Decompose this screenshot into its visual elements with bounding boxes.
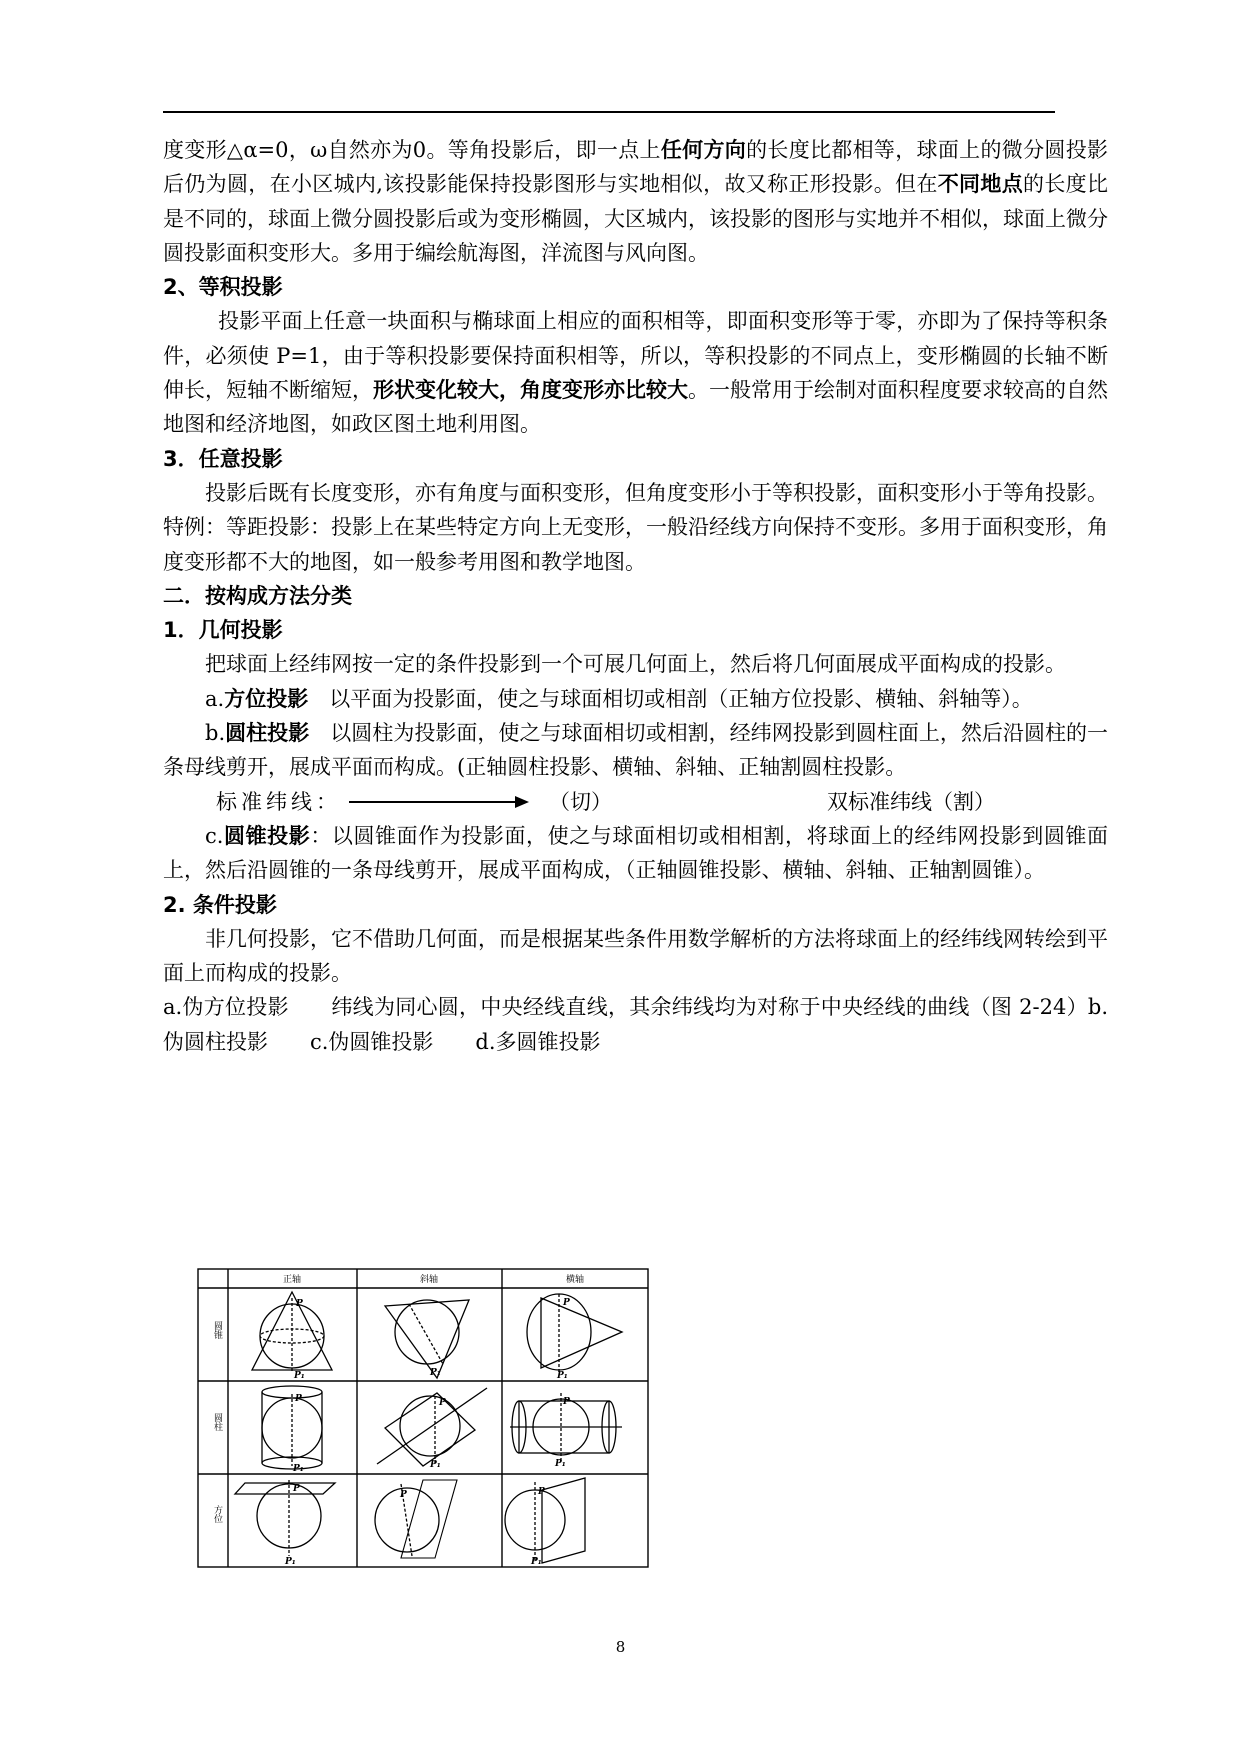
diagram-transverse-azimuthal [505, 1478, 585, 1563]
pole-label: P [563, 1298, 570, 1308]
paragraph-equal-area [163, 304, 1108, 441]
emphasis-azimuthal: 方位投影 [224, 686, 309, 711]
figure-border [198, 1269, 648, 1567]
diagram-transverse-cone [527, 1294, 622, 1374]
emphasis-different-points: 不同地点 [937, 172, 1024, 197]
emphasis-any-direction: 任何方向 [660, 138, 747, 162]
text-run: 的长度比是不同的，球面上微分圆投影后或为变形椭圆，大区城内，该投影的图形与实地并不相似，球面上微分圆投影面积变形大。多用于编绘航海图，洋流图与风向图。 [163, 172, 1109, 265]
header-rule [163, 111, 1055, 113]
col-header-transverse: 横轴 [565, 1275, 585, 1285]
text-run: 的长度比都相等，球面上的微分圆投影后仍为圆，在小区城内,该投影能保持投影图形与实地相似，故又称正形投影。但在 [163, 138, 1108, 197]
text-run: ：以圆锥面作为投影面，使之与球面相切或相相割，将球面上的经纬网投影到圆锥面上，然后沿圆锥的一条母线剪开，展成平面构成，（正轴圆锥投影、横轴、斜轴、正轴割圆锥）。 [163, 823, 1108, 883]
paragraph-conformal [163, 133, 1108, 270]
pole-label-south: P₁ [285, 1557, 296, 1567]
pole-label-south: P₁ [531, 1557, 542, 1567]
row-header-conic-text: 圆锥 [204, 1321, 222, 1331]
text-run: 。一般常用于绘制对面积程度要求较高的自然地图和经济地图，如政区图土地利用图。 [163, 378, 1108, 437]
pole-label-south: P₁ [557, 1371, 568, 1381]
paragraph-pseudo-projections: a.伪方位投影 纬线为同心圆，中央经线直线，其余纬线均为对称于中央经线的曲线（图 2-24）b.伪圆柱投影 c.伪圆锥投影 d.多圆锥投影 [163, 995, 1108, 1054]
tangent-label: （切） [549, 789, 612, 814]
standard-parallel-line [163, 785, 1108, 819]
heading-conditional: 2. 条件投影 [163, 892, 277, 917]
arrow-right-icon [349, 795, 529, 809]
heading-construction-method: 二．按构成方法分类 [163, 583, 352, 608]
col-header-oblique: 斜轴 [419, 1275, 439, 1285]
diagram-oblique-cone [385, 1300, 469, 1378]
projection-figure [197, 1268, 649, 1568]
pole-label-south: P₁ [293, 1464, 304, 1474]
row-header-cylinder-text: 圆柱 [204, 1413, 222, 1423]
text-run: 投影平面上任意一块面积与椭球面上相应的面积相等，即面积变形等于零，亦即为了保持等积条件，必须使 P=1，由于等积投影要保持面积相等，所以，等积投影的不同点上，变形椭圆的长轴不断伸长，短轴不断缩短， [163, 309, 1108, 403]
heading-geometric: 1．几何投影 [163, 618, 283, 643]
emphasis-conic: 圆锥投影 [223, 823, 311, 848]
pole-label: P [563, 1397, 570, 1407]
pole-label: P [293, 1484, 300, 1494]
diagram-oblique-azimuthal [375, 1480, 457, 1558]
pole-label: P [295, 1394, 302, 1404]
pole-label-south: P₁ [294, 1371, 305, 1381]
page-number: 8 [615, 1638, 626, 1656]
diagram-normal-cone [252, 1292, 332, 1372]
pole-label-south: P₁ [555, 1459, 566, 1469]
pole-label-south: P₁ [430, 1368, 441, 1378]
standard-parallel-label: 标准纬线： [216, 789, 341, 814]
item-marker: a. [205, 686, 225, 711]
text-run: 度变形△α=0，ω自然亦为0。等角投影后，即一点上 [163, 138, 661, 162]
paragraph-geometric: 把球面上经纬网按一定的条件投影到一个可展几何面上，然后将几何面展成平面构成的投影。 [205, 652, 1066, 677]
emphasis-shape-change: 形状变化较大，角度变形亦比较大 [373, 378, 688, 403]
paragraph-arbitrary: 投影后既有长度变形，亦有角度与面积变形，但角度变形小于等积投影，面积变形小于等角投影。特例：等距投影：投影上在某些特定方向上无变形，一般沿经线方向保持不变形。多用于面积变形，角度变形都不大的地图，如一般参考用图和教学地图。 [163, 480, 1108, 574]
item-marker: b. [205, 721, 226, 746]
diagram-oblique-cylinder [377, 1388, 487, 1466]
pole-label: P [400, 1490, 407, 1500]
diagram-normal-azimuthal [235, 1480, 335, 1556]
emphasis-cylindrical: 圆柱投影 [225, 721, 310, 746]
pole-label: P [296, 1299, 303, 1309]
pole-label-south: P₁ [430, 1460, 441, 1470]
row-header-cylinder [204, 1413, 223, 1432]
item-marker: c. [205, 823, 224, 848]
row-header-azimuthal [204, 1504, 223, 1523]
paragraph-conditional: 非几何投影，它不借助几何面，而是根据某些条件用数学解析的方法将球面上的经纬线网转绘到平面上而构成的投影。 [163, 926, 1108, 986]
row-header-conic [204, 1321, 223, 1340]
paragraph-azimuthal [163, 682, 1108, 716]
paragraph-cylindrical [163, 716, 1108, 785]
paragraph-conic [163, 819, 1108, 888]
document-body [163, 133, 1108, 1059]
diagram-normal-cylinder [262, 1386, 322, 1469]
heading-arbitrary: 3．任意投影 [163, 446, 283, 471]
pole-label: P [538, 1487, 545, 1497]
double-standard-parallel-label: 双标准纬线（割） [827, 789, 995, 814]
text-run: 以平面为投影面，使之与球面相切或相剖（正轴方位投影、横轴、斜轴等）。 [308, 686, 1033, 711]
col-header-normal: 正轴 [282, 1275, 302, 1285]
pole-label: P [439, 1398, 446, 1408]
heading-equal-area: 2、等积投影 [163, 275, 283, 300]
row-header-azimuthal-text: 方位 [204, 1505, 222, 1515]
text-run: 以圆柱为投影面，使之与球面相切或相割，经纬网投影到圆柱面上，然后沿圆柱的一条母线剪开，展成平面而构成。(正轴圆柱投影、横轴、斜轴、正轴割圆柱投影。 [163, 721, 1109, 780]
